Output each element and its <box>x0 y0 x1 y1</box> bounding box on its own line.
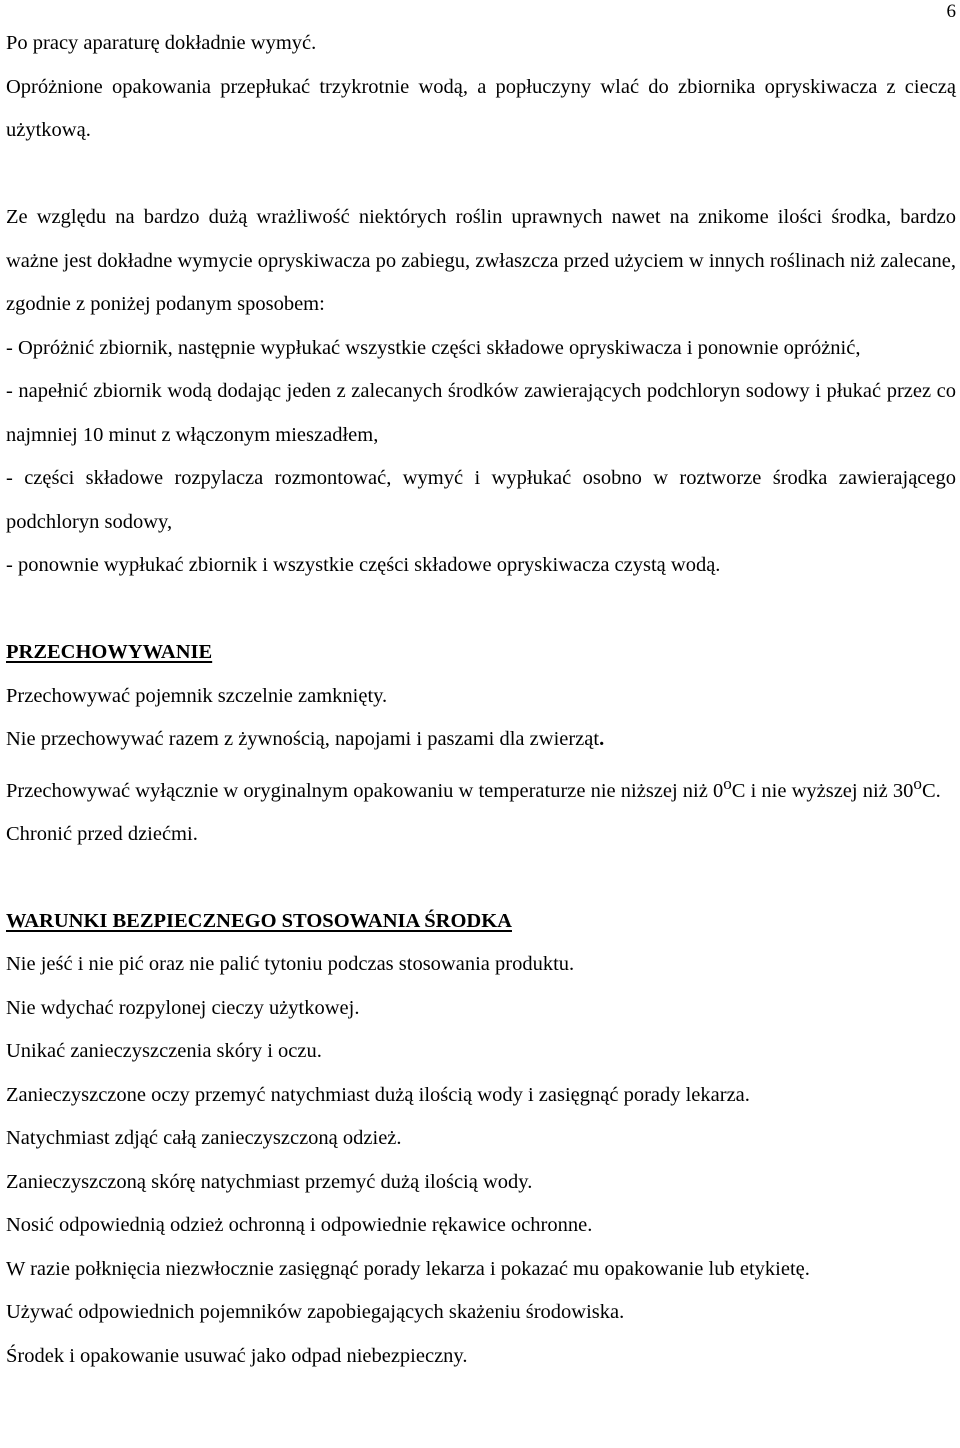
safety-line: Zanieczyszczone oczy przemyć natychmiast dużą ilością wody i zasięgnąć porady lekarza. <box>6 1083 750 1106</box>
safety-line: Środek i opakowanie usuwać jako odpad niebezpieczny. <box>6 1344 468 1367</box>
storage-line-2-end: . <box>599 728 605 750</box>
paragraph-gap <box>6 153 956 197</box>
intro-paragraph-2: Opróżnione opakowania przepłukać trzykrotnie wodą, a popłuczyny wlać do zbiornika opryskiwacza z cieczą użytkową. <box>6 75 956 141</box>
storage-line-3-part-b: C i nie wyższej niż 30 <box>731 779 914 802</box>
page-number: 6 <box>946 1 956 22</box>
cleaning-step-3: - części składowe rozpylacza rozmontować, wymyć i wypłukać osobno w roztworze środka zawierającego podchloryn sodowy, <box>6 467 956 533</box>
safety-line: Zanieczyszczoną skórę natychmiast przemyć dużą ilością wody. <box>6 1170 533 1193</box>
safety-line: Nie jeść i nie pić oraz nie palić tytoniu podczas stosowania produktu. <box>6 953 575 976</box>
paragraph-gap <box>6 856 956 900</box>
storage-line-3-part-a: Przechowywać wyłącznie w oryginalnym opakowaniu w temperaturze nie niższej niż 0 <box>6 779 724 802</box>
storage-line-1: Przechowywać pojemnik szczelnie zamknięty. <box>6 684 388 707</box>
storage-line-3-part-c: C. <box>921 779 941 802</box>
storage-line-4: Chronić przed dziećmi. <box>6 822 198 845</box>
cleaning-step-1: - Opróżnić zbiornik, następnie wypłukać wszystkie części składowe opryskiwacza i ponownie opróżnić, <box>6 336 861 359</box>
paragraph-gap <box>6 588 956 632</box>
storage-line-3 <box>6 762 956 813</box>
safety-heading: WARUNKI BEZPIECZNEGO STOSOWANIA ŚRODKA <box>6 909 512 932</box>
safety-line: Nie wdychać rozpylonej cieczy użytkowej. <box>6 996 360 1019</box>
cleaning-step-2: - napełnić zbiornik wodą dodając jeden z zalecanych środków zawierających podchloryn sodowy i płukać przez co najmniej 10 minut z włączonym mieszadłem, <box>6 380 956 446</box>
safety-line: Nosić odpowiednią odzież ochronną i odpowiednie rękawice ochronne. <box>6 1214 593 1237</box>
safety-line: Używać odpowiednich pojemników zapobiegających skażeniu środowiska. <box>6 1301 625 1324</box>
degree-sup-2: o <box>913 773 922 793</box>
cleaning-paragraph: Ze względu na bardzo dużą wrażliwość niektórych roślin uprawnych nawet na znikome ilości środka, bardzo ważne jest dokładne wymycie opryskiwacza po zabiegu, zwłaszcza przed użyciem w innych roślinach niż zalecane, zgodnie z poniżej podanym sposobem: <box>6 206 956 315</box>
document-body <box>6 22 956 1378</box>
storage-line-2-text: Nie przechowywać razem z żywnością, napojami i paszami dla zwierząt <box>6 728 600 750</box>
safety-line: Natychmiast zdjąć całą zanieczyszczoną odzież. <box>6 1127 402 1150</box>
safety-line: W razie połknięcia niezwłocznie zasięgnąć porady lekarza i pokazać mu opakowanie lub etykietę. <box>6 1257 810 1280</box>
degree-sup-1: o <box>723 773 732 793</box>
storage-heading: PRZECHOWYWANIE <box>6 641 213 663</box>
intro-paragraph-1: Po pracy aparaturę dokładnie wymyć. <box>6 32 317 54</box>
safety-line: Unikać zanieczyszczenia skóry i oczu. <box>6 1040 322 1063</box>
storage-line-2 <box>6 718 956 762</box>
cleaning-step-4: - ponownie wypłukać zbiornik i wszystkie części składowe opryskiwacza czystą wodą. <box>6 554 721 576</box>
